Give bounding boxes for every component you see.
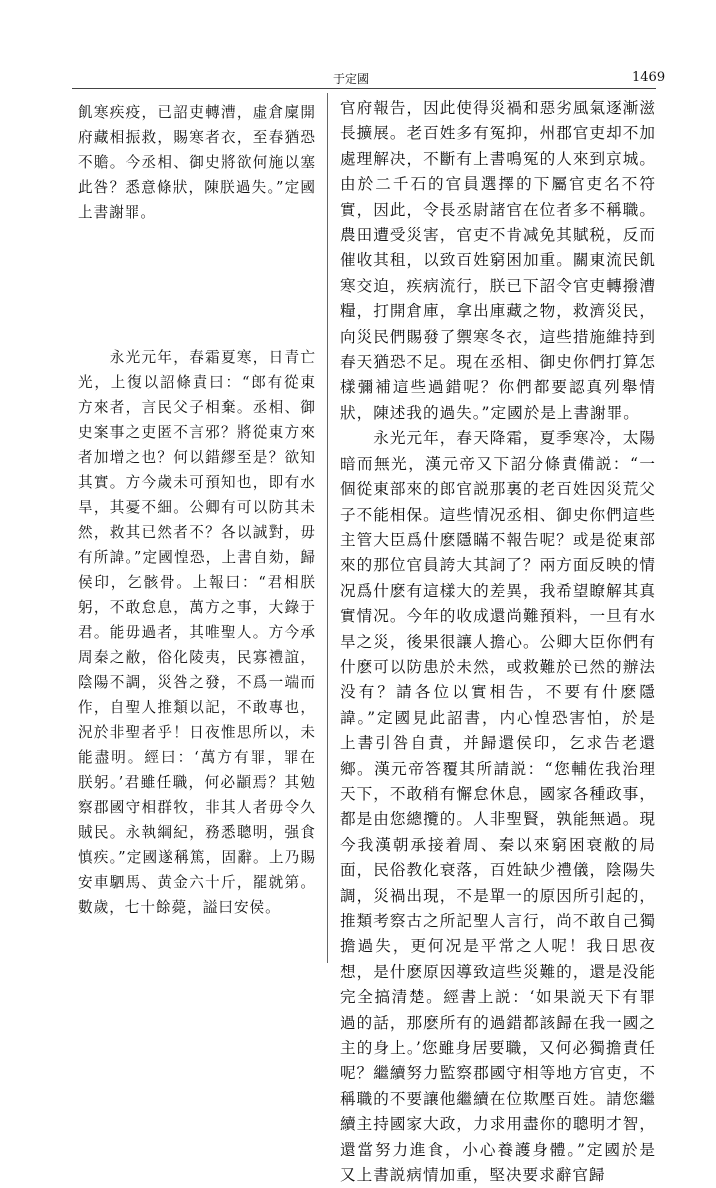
translation-paragraph-1: 官府報告，因此使得災禍和惡劣風氣逐漸滋長擴展。老百姓多有冤抑，州郡官吏却不加處理解决，不斷有上書鳴冤的人來到京城。由於二千石的官員選擇的下屬官吏名不符實，因此，令長丞尉諸官在位者多不稱職。農田遭受災害，官吏不肯减免其賦税，反而催收其租，以致百姓窮困加重。關東流民飢寒交迫，疾病流行，朕已下詔令官吏轉撥漕糧，打開倉庫，拿出庫藏之物，救濟災民，向災民們賜發了禦寒冬衣，這些措施維持到春天猶恐不足。現在丞相、御史你們打算怎樣彌補這些過錯呢？你們都要認真列舉情狀，陳述我的過失。”定國於是上書謝罪。 bbox=[340, 99, 656, 422]
translation-paragraph-2: 永光元年，春天降霜，夏季寒冷，太陽暗而無光，漢元帝又下詔分條責備説：“一個從東部來的郎官説那裏的老百姓因災荒父子不能相保。這些情况丞相、御史你們這些主管大臣爲什麽隱瞞不報告呢？或是從東部來的那位官員誇大其詞了？兩方面反映的情况爲什麽有這樣大的差異，我希望瞭解其真實情况。今年的收成還尚難預料，一旦有水旱之災，後果很讓人擔心。公卿大臣你們有什麽可以防患於未然，或救難於已然的辦法没有？請各位以實相告，不要有什麽隱諱。”定國見此詔書，内心惶恐害怕，於是上書引咎自責，并歸還侯印，乞求告老還鄉。漢元帝答覆其所請説：“您輔佐我治理天下，不敢稍有懈怠休息，國家各種政事，都是由您總攬的。人非聖賢，孰能無過。現今我漢朝承接着周、秦以來窮困衰敝的局面，民俗教化衰落，百姓缺少禮儀，陰陽失調，災禍出現，不是單一的原因所引起的，推類考察古之所記聖人言行，尚不敢自己獨擔過失，更何况是平常之人呢！我日思夜想，是什麽原因導致這些災難的，還是没能完全搞清楚。經書上説：‘如果説天下有罪過的話，那麽所有的過錯都該歸在我一國之主的身上。’您雖身居要職，又何必獨擔責任呢？繼續努力監察郡國守相等地方官吏，不稱職的不要讓他繼續在位欺壓百姓。請您繼續主持國家大政，力求用盡你的聰明才智，還當努力進食，小心養護身體。”定國於是又上書説病情加重，堅决要求辭官歸 bbox=[340, 429, 656, 1185]
header-title: 于定國 bbox=[333, 72, 370, 86]
left-column-top bbox=[78, 100, 316, 225]
left-column-bottom bbox=[78, 345, 316, 920]
classical-paragraph-1: 飢寒疾疫，已詔吏轉漕，虛倉廩開府藏相振救，賜寒者衣，至春猶恐不贍。今丞相、御史將欲何施以塞此咎？悉意條狀，陳朕過失。”定國上書謝罪。 bbox=[78, 104, 316, 221]
page-number: 1469 bbox=[632, 70, 666, 85]
classical-paragraph-2: 永光元年，春霜夏寒，日青亡光，上復以詔條責曰：“郎有從東方來者，言民父子相棄。丞相、御史案事之吏匿不言邪？將從東方來者加增之也？何以錯繆至是？欲知其實。方今歲未可預知也，即有水旱，其憂不細。公卿有可以防其未然，救其已然者不？各以誠對，毋有所諱。”定國惶恐，上書自劾，歸侯印，乞骸骨。上報曰：“君相朕躬，不敢怠息，萬方之事，大錄于君。能毋過者，其唯聖人。方今承周秦之敝，俗化陵夷，民寡禮誼，陰陽不調，災咎之發，不爲一端而作，自聖人推類以記，不敢專也，況於非聖者乎！日夜惟思所以，未能盡明。經曰：‘萬方有罪，罪在朕躬。’君雖任職，何必顓焉？其勉察郡國守相群牧，非其人者毋令久賊民。永執綱紀，務悉聰明，强食慎疾。”定國遂稱篤，固辭。上乃賜安車駟馬、黄金六十斤，罷就第。數歲，七十餘薨，謚曰安侯。 bbox=[78, 349, 316, 916]
right-column bbox=[340, 96, 656, 1188]
column-divider bbox=[327, 93, 328, 963]
header-rule bbox=[72, 88, 656, 89]
